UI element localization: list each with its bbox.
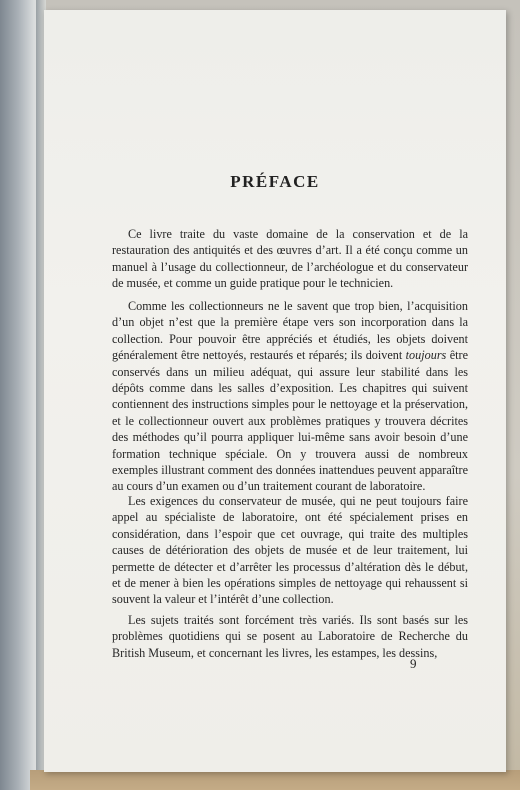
emphasis-toujours: toujours [405,348,447,363]
book-page [44,10,506,772]
page-title: PRÉFACE [230,172,320,191]
paragraph-3: Les exigences du conservateur de musée, qui ne peut toujours faire appel au spécialiste de laboratoire, ont été spécialement prises en considération, dans l’espoir que cet ouvrage, qui traite des multiples causes de détérioration des objets de musée et de leur traitement, lui permette de détecter et d’arrêter les processus d’altération dès le début, et de mener à bien les opérations simples de nettoyage qui rehaussent si souvent la valeur et l’intérêt d’une collection. [112,494,468,607]
book-cover-edge [30,770,520,790]
paragraph-4: Les sujets traités sont forcément très variés. Ils sont basés sur les problèmes quotidiens qui se posent au Laboratoire de Recherche du British Museum, et concernant les livres, les estampes, les dessins, [112,613,468,660]
page-number: 9 [410,656,417,671]
paragraph-2 [112,298,468,495]
paragraph-1: Ce livre traite du vaste domaine de la conservation et de la restauration des antiquités et des œuvres d’art. Il a été conçu comme un manuel à l’usage du collectionneur, de l’archéologue et du conservateur de musée, et comme un guide pratique pour le technicien. [112,227,468,291]
paragraph-2-text-start: Comme les collectionneurs ne le savent que trop bien, l’acquisition d’un objet n’est que la première étape vers son incorporation dans la collection. Pour pouvoir être appréciés et étudiés, les objets doivent généralement être nettoyés, restaurés et réparés; ils doivent [112,299,468,363]
facing-page-edge [0,0,40,790]
paragraph-2-text-end: être conservés dans un milieu adéquat, qui assure leur stabilité dans les dépôts comme dans les salles d’exposition. Les chapitres qui suivent contiennent des instructions simples pour le nettoyage et la préservation, et le collectionneur ouvert aux problèmes pratiques y trouvera décrites des méthodes qu’il pourra appliquer lui-même sans avoir besoin d’une formation technique spéciale. On y trouvera aussi de nombreux exemples illustrant comment des données inattendues peuvent apparaître au cours d’un examen ou d’un traitement courant de laboratoire. [112,348,468,494]
